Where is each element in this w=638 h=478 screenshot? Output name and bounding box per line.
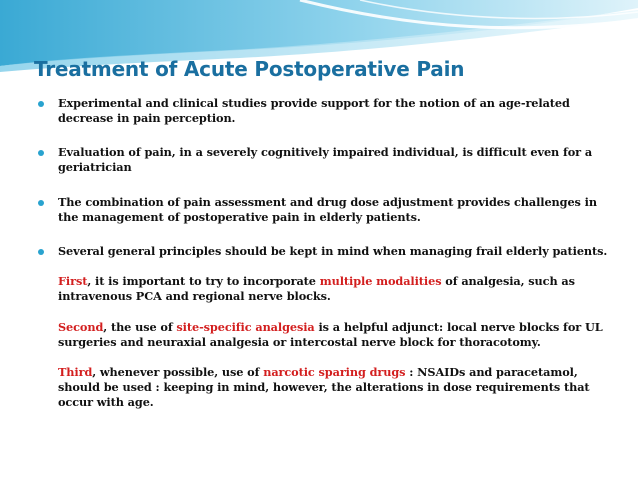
principle-highlight: narcotic sparing drugs — [263, 365, 406, 380]
bullet-dot-icon — [38, 101, 44, 107]
bullet-dot-icon — [38, 150, 44, 156]
principle-third — [58, 365, 618, 411]
slide-title: Treatment of Acute Postoperative Pain — [34, 57, 465, 81]
principle-text: is a helpful adjunct: local nerve blocks for UL surgeries and neuraxial analgesia or intercostal nerve block for thoracotomy. — [58, 319, 603, 349]
principle-text: of analgesia, such as intravenous PCA and regional nerve blocks. — [58, 274, 575, 304]
bullet-item — [38, 195, 618, 225]
principle-text: , the use of — [103, 319, 177, 334]
bullet-text — [58, 244, 618, 411]
principle-lead: First — [58, 274, 88, 289]
bullet-item — [38, 145, 618, 175]
principle-highlight: site-specific analgesia — [176, 319, 315, 334]
bullet-text: Evaluation of pain, in a severely cognitively impaired individual, is difficult even for a geriatrician — [58, 145, 593, 175]
principle-highlight: multiple modalities — [319, 274, 442, 289]
bullet-text: The combination of pain assessment and drug dose adjustment provides challenges in the management of postoperative pain in elderly patients. — [58, 195, 597, 225]
principle-text: , it is important to try to incorporate — [87, 274, 320, 289]
principle-first — [58, 274, 618, 304]
principle-lead: Second — [58, 319, 104, 334]
principles-intro: Several general principles should be kept in mind when managing frail elderly patients. — [58, 244, 608, 258]
principle-text: , whenever possible, use of — [92, 365, 264, 380]
principle-lead: Third — [58, 365, 93, 380]
principle-second — [58, 320, 618, 350]
bullet-text: Experimental and clinical studies provide support for the notion of an age-related decrease in pain perception. — [58, 96, 570, 126]
bullet-item — [38, 244, 618, 411]
bullet-item — [38, 96, 618, 126]
bullet-dot-icon — [38, 249, 44, 255]
principle-text: : NSAIDs and paracetamol, should be used : keeping in mind, however, the alterations in dose requirements that occur with age. — [58, 365, 590, 410]
bullet-dot-icon — [38, 200, 44, 206]
